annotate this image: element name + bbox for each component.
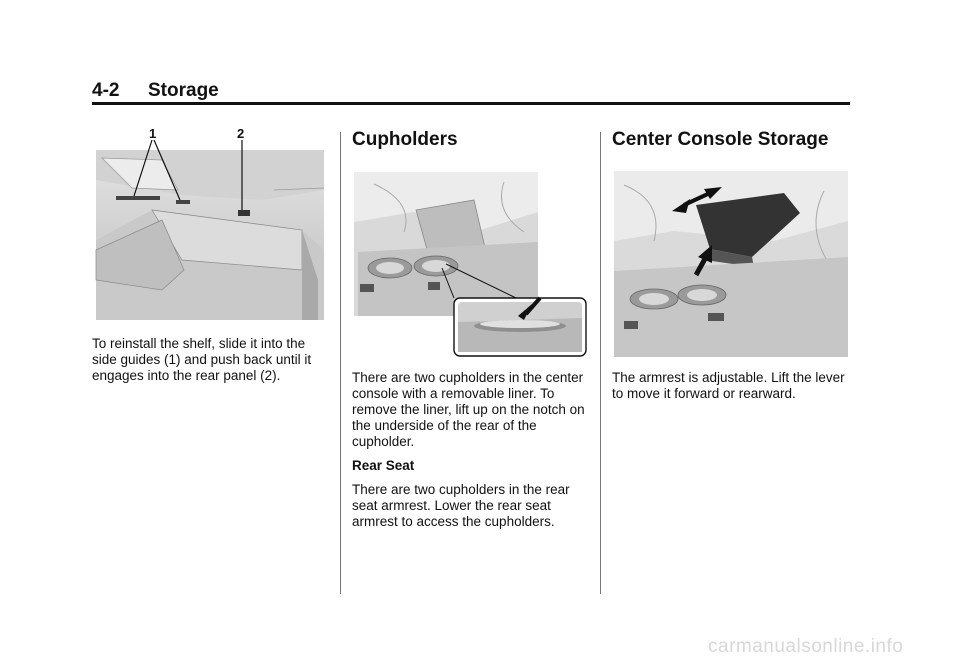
section-number: 4-2 (92, 80, 120, 101)
cupholder-illustration (354, 172, 588, 358)
page-header (92, 80, 219, 102)
cupholders-heading: Cupholders (352, 129, 458, 150)
column-2-text (352, 370, 588, 530)
center-console-heading: Center Console Storage (612, 129, 829, 150)
armrest-paragraph: The armrest is adjustable. Lift the lever to move it forward or rearward. (612, 370, 845, 401)
shelf-paragraph: To reinstall the shelf, slide it into the side guides (1) and push back until it engages into the rear panel (2). (92, 336, 312, 383)
callout-label-1: 1 (149, 126, 157, 141)
rear-seat-paragraph: There are two cupholders in the rear seat armrest. Lower the rear seat armrest to access the cupholders. (352, 482, 570, 529)
section-title: Storage (148, 80, 219, 101)
callout-label-2: 2 (237, 126, 245, 141)
column-1-text (92, 336, 328, 384)
column-3 (612, 128, 848, 152)
column-divider-left (340, 132, 341, 594)
watermark: carmanualsonline.info (708, 636, 904, 657)
shelf-illustration (92, 126, 328, 322)
armrest-illustration (614, 171, 848, 357)
column-divider-right (600, 132, 601, 594)
header-rule (92, 102, 850, 105)
cupholders-paragraph: There are two cupholders in the center console with a removable liner. To remove the liner, lift up on the notch on the underside of the rear of the cupholder. (352, 370, 585, 449)
column-3-text (612, 370, 848, 402)
column-2 (352, 128, 588, 152)
rear-seat-subheading: Rear Seat (352, 458, 415, 473)
